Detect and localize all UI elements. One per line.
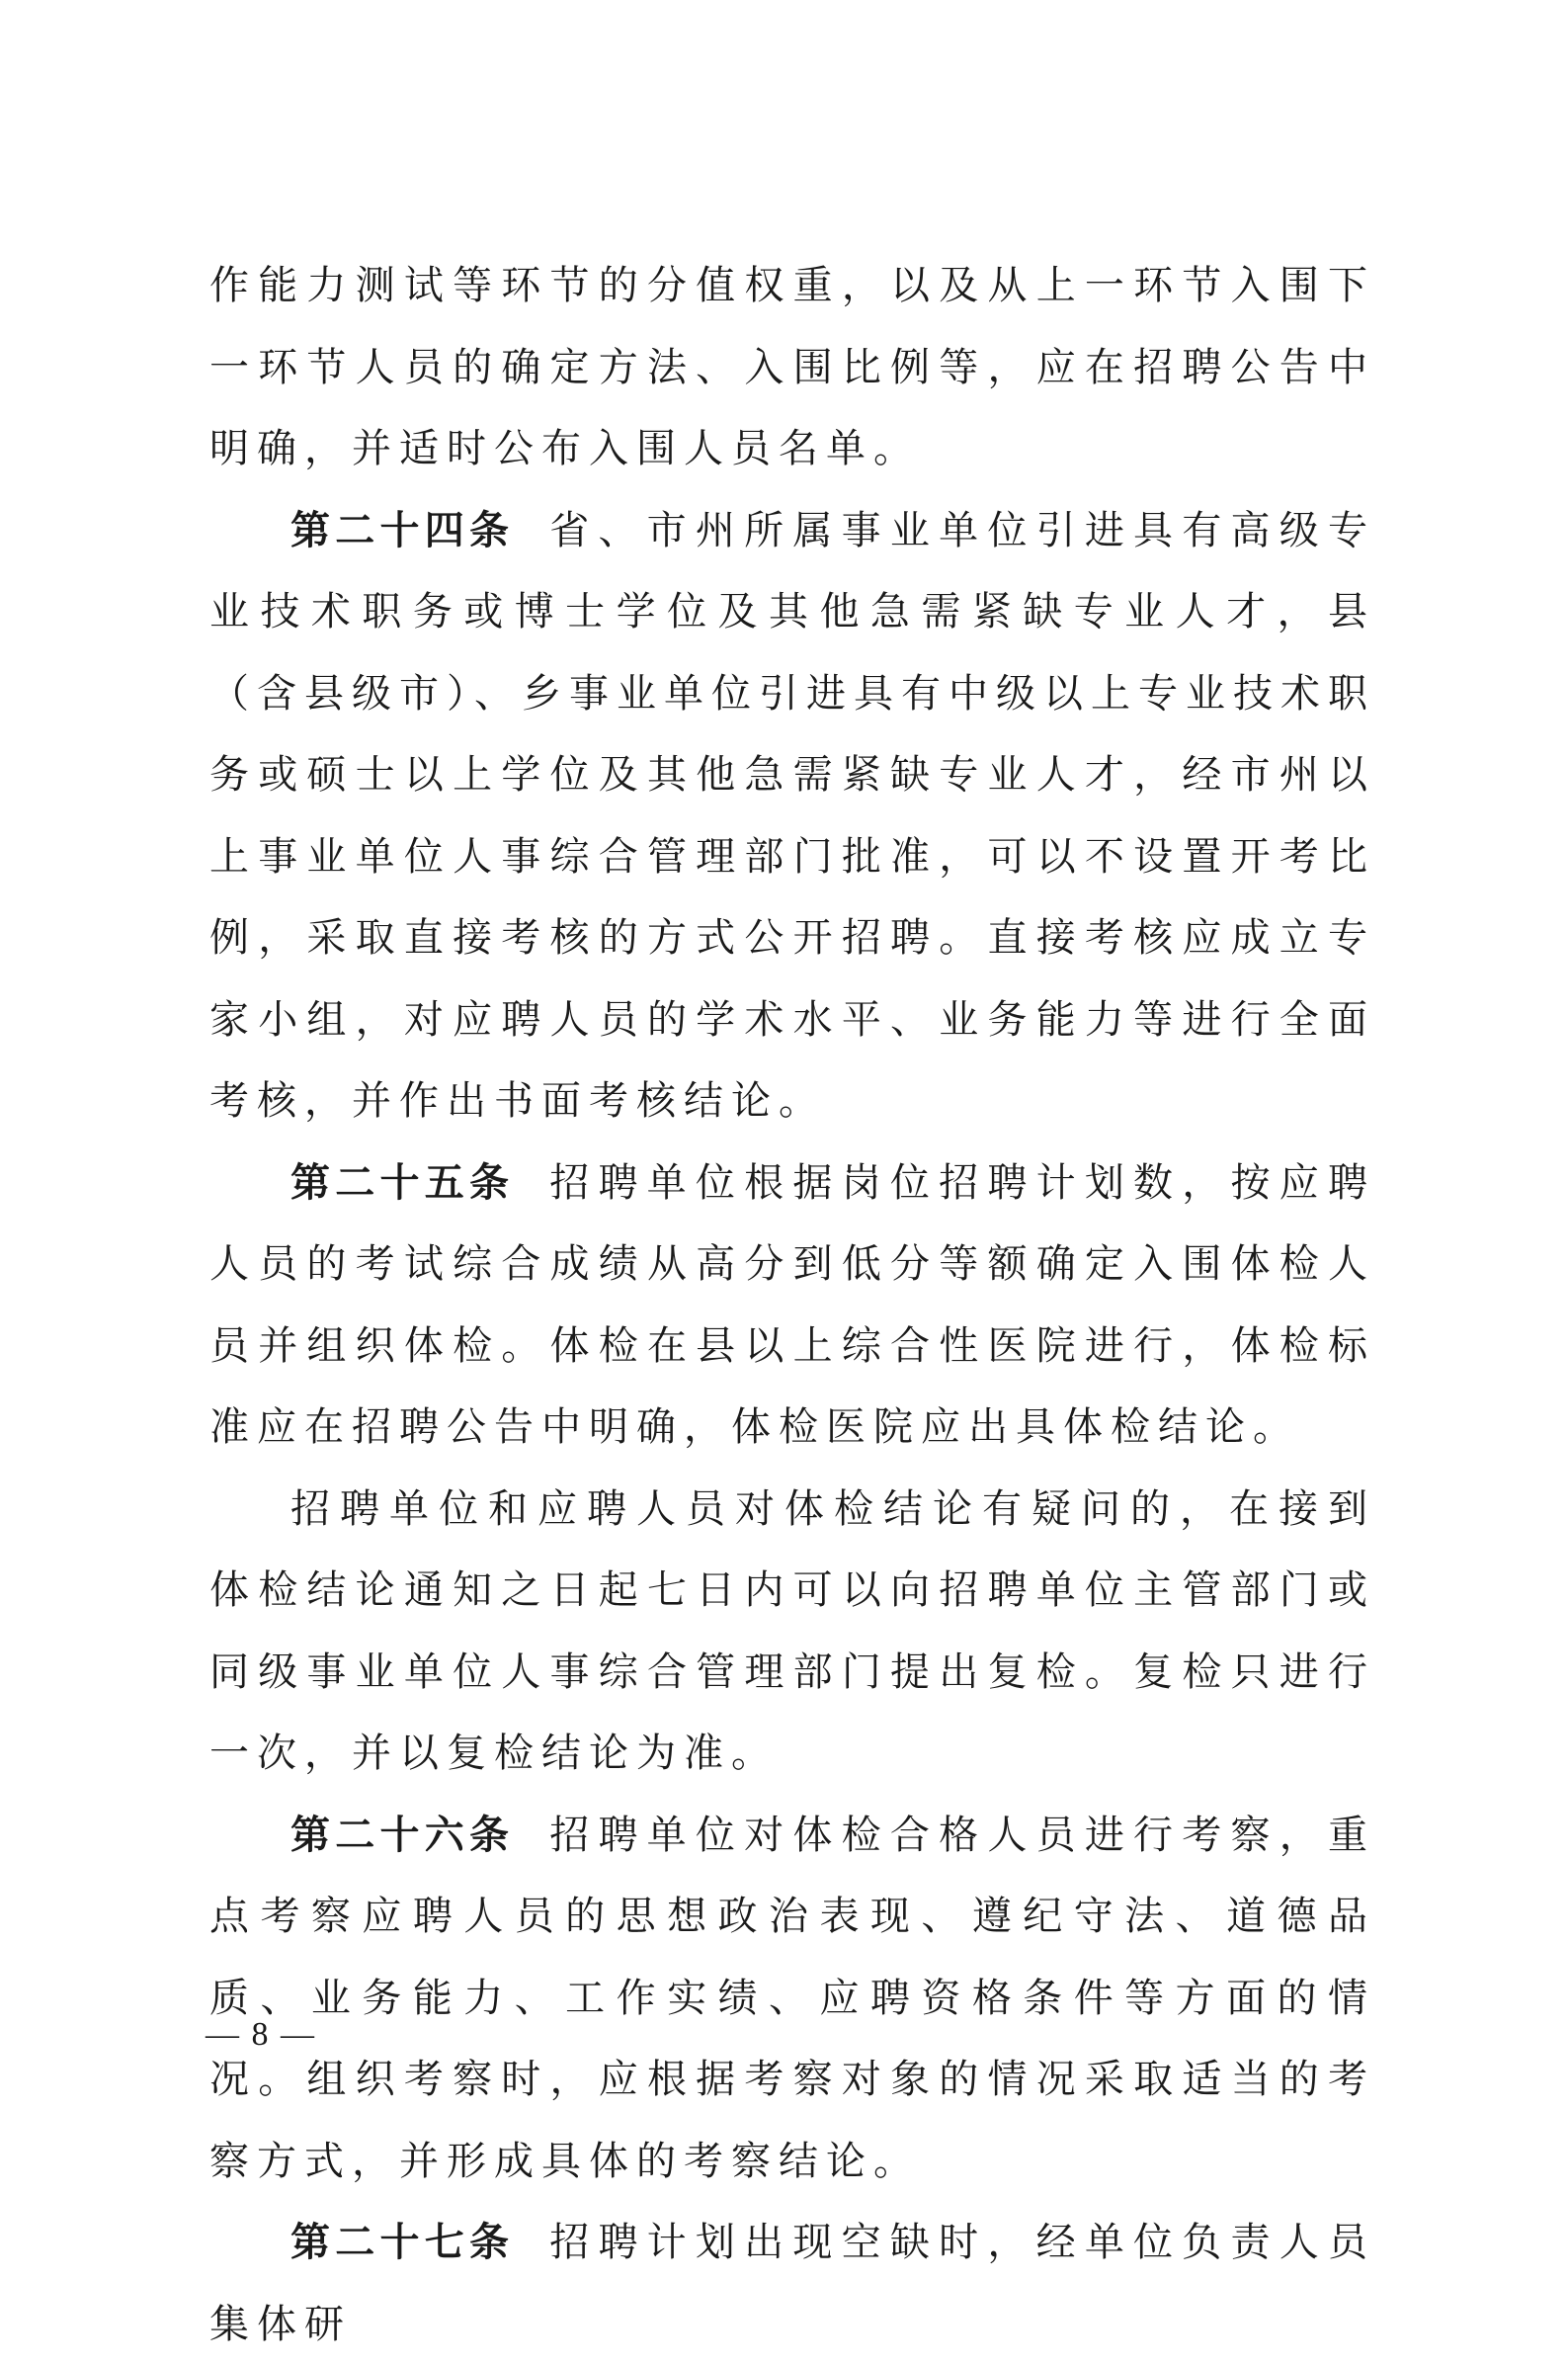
paragraph-text: 省、市州所属事业单位引进具有高级专业技术职务或博士学位及其他急需紧缺专业人才，县（含县级市）、乡事业单位引进具有中级以上专业技术职务或硕士以上学位及其他急需紧缺专业人才，经市州以上事业单位人事综合管理部门批准，可以不设置开考比例，采取直接考核的方式公开招聘。直接考核应成立专家小组，对应聘人员的学术水平、业务能力等进行全面考核，并作出书面考核结论。: [209, 507, 1376, 1124]
article-24: [209, 490, 1375, 1142]
article-heading: 第二十七条: [290, 2220, 515, 2265]
paragraph-text: 招聘单位根据岗位招聘计划数，按应聘人员的考试综合成绩从高分到低分等额确定入围体检人员并组织体检。体检在县以上综合性医院进行，体检标准应在招聘公告中明确，体检医院应出具体检结论。: [209, 1159, 1376, 1450]
paragraph-text: 作能力测试等环节的分值权重，以及从上一环节入围下一环节人员的确定方法、入围比例等，应在招聘公告中明确，并适时公布入围人员名单。: [209, 263, 1375, 471]
article-heading: 第二十六条: [290, 1812, 515, 1858]
article-heading: 第二十四条: [290, 507, 515, 553]
paragraph-recheck: [209, 1469, 1375, 1795]
article-26: [209, 1795, 1375, 2203]
article-27: [209, 2202, 1375, 2365]
article-25: [209, 1142, 1375, 1469]
article-heading: 第二十五条: [290, 1159, 515, 1206]
paragraph-text: 招聘单位和应聘人员对体检结论有疑问的，在接到体检结论通知之日起七日内可以向招聘单位主管部门或同级事业单位人事综合管理部门提出复检。复检只进行一次，并以复检结论为准。: [209, 1485, 1375, 1776]
paragraph-continuation: [209, 245, 1375, 490]
body-text: [209, 245, 1375, 2365]
page-number: — 8 —: [206, 2016, 316, 2053]
paragraph-text: 招聘单位对体检合格人员进行考察，重点考察应聘人员的思想政治表现、遵纪守法、道德品质、业务能力、工作实绩、应聘资格条件等方面的情况。组织考察时，应根据考察对象的情况采取适当的考察方式，并形成具体的考察结论。: [209, 1812, 1376, 2184]
paragraph-text: 招聘计划出现空缺时，经单位负责人员集体研: [209, 2220, 1376, 2347]
